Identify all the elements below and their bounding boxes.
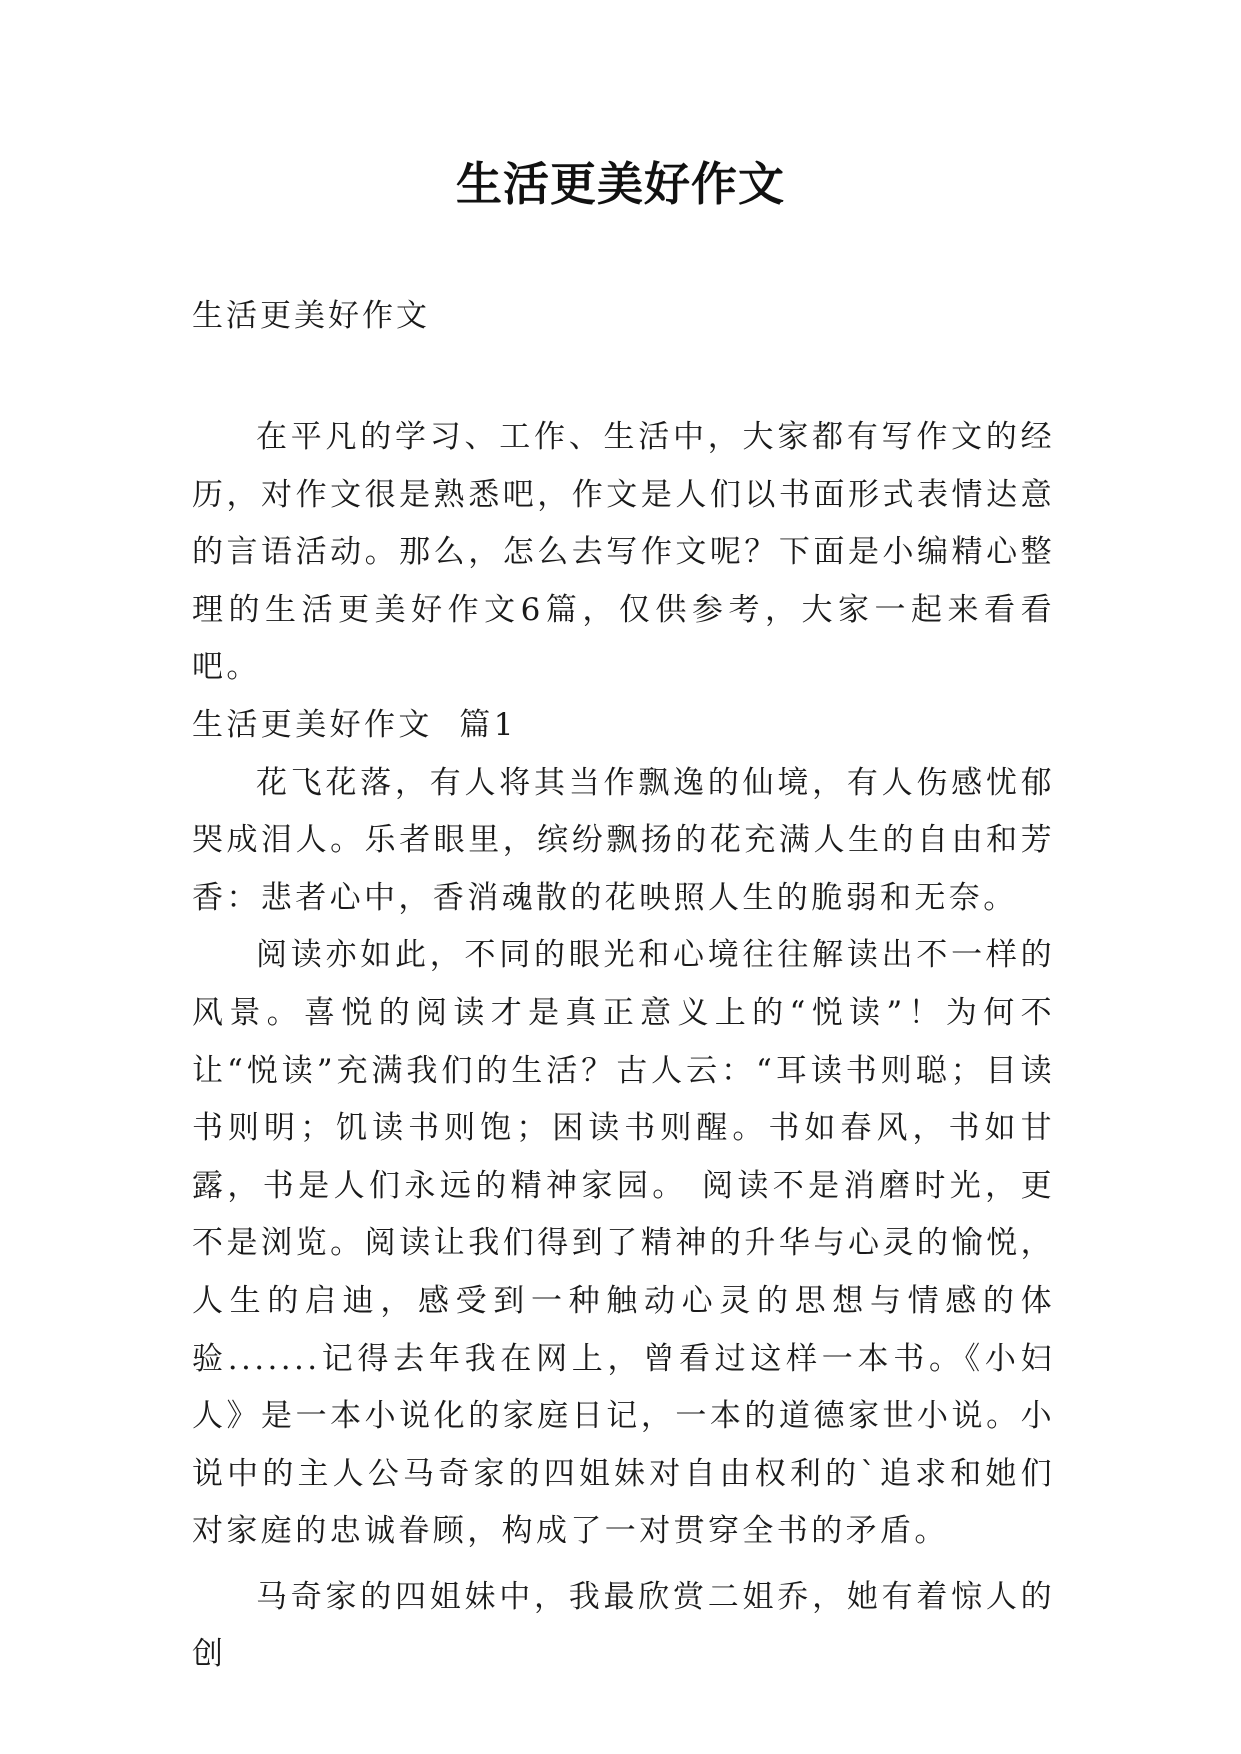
intro-paragraph: 在平凡的学习、工作、生活中，大家都有写作文的经历，对作文很是熟悉吧，作文是人们以书面形式表情达意的言语活动。那么，怎么去写作文呢？下面是小编精心整理的生活更美好作文6篇，仅供参考，大家一起来看看吧。: [192, 419, 1055, 686]
section-heading: 生活更美好作文 篇1: [192, 706, 517, 743]
document-title: 生活更美好作文: [456, 157, 785, 211]
document-subtitle: 生活更美好作文: [192, 298, 430, 334]
document-body: [192, 409, 1055, 1684]
body-paragraph-3: 马奇家的四姐妹中，我最欣赏二姐乔，她有着惊人的创: [192, 1578, 1055, 1673]
body-paragraph-2: 阅读亦如此，不同的眼光和心境往往解读出不一样的风景。喜悦的阅读才是真正意义上的“悦读”！为何不让“悦读”充满我们的生活？古人云：“耳读书则聪；目读书则明；饥读书则饱；困读书则醒。书如春风，书如甘露，书是人们永远的精神家园。 阅读不是消磨时光，更不是浏览。阅读让我们得到了精神的升华与心灵的愉悦，人生的启迪，感受到一种触动心灵的思想与情感的体验.......记得去年我在网上，曾看过这样一本书。《小妇人》是一本小说化的家庭日记，一本的道德家世小说。小说中的主人公马奇家的四姐妹对自由权利的`追求和她们对家庭的忠诚眷顾，构成了一对贯穿全书的矛盾。: [192, 937, 1055, 1550]
body-paragraph-1: 花飞花落，有人将其当作飘逸的仙境，有人伤感忧郁哭成泪人。乐者眼里，缤纷飘扬的花充满人生的自由和芳香：悲者心中，香消魂散的花映照人生的脆弱和无奈。: [192, 764, 1055, 916]
